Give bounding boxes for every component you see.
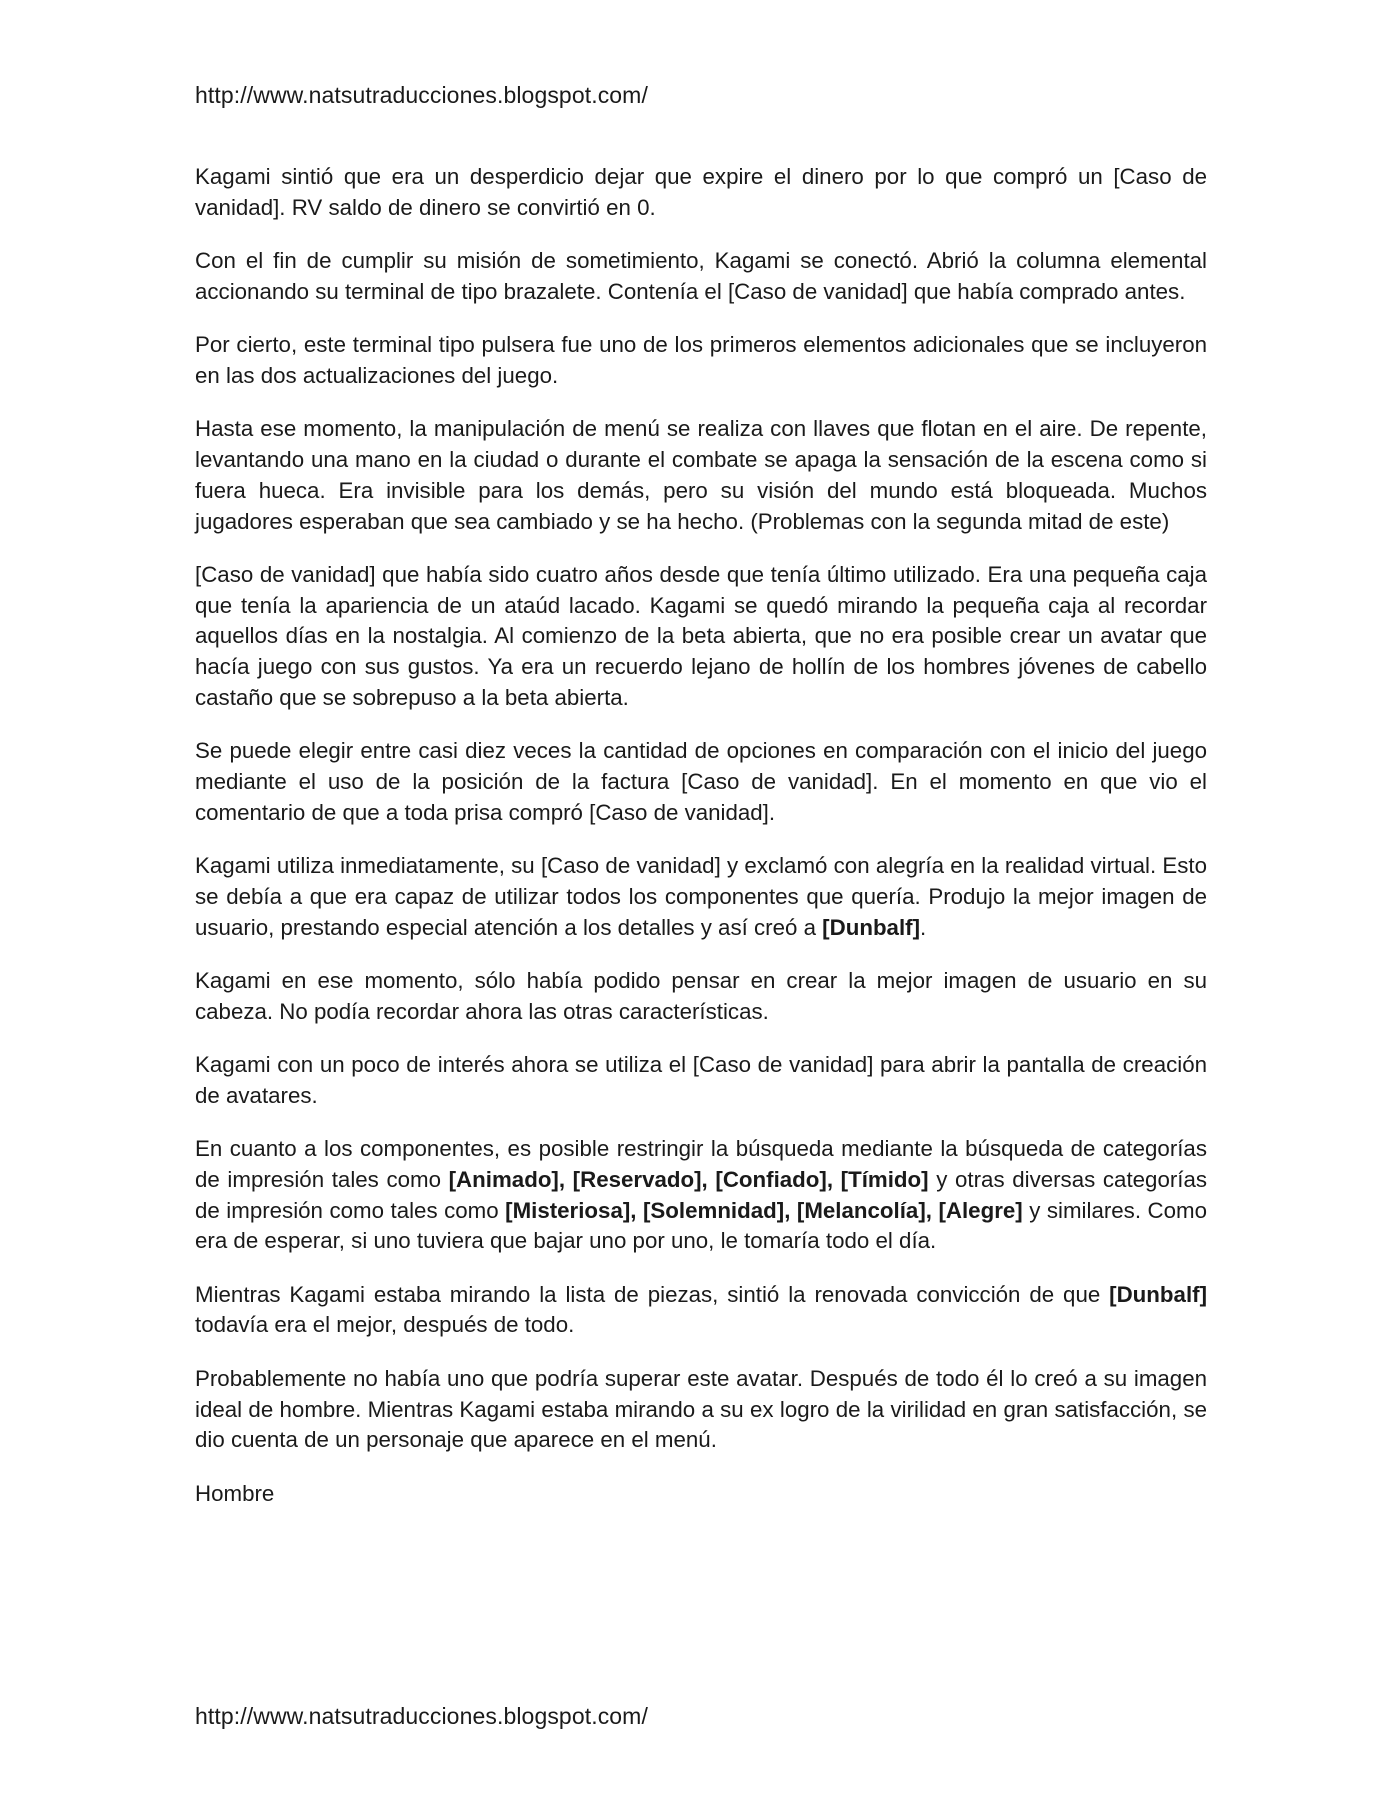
paragraph (195, 560, 1207, 714)
paragraph (195, 736, 1207, 828)
bold-text-run: [Misteriosa], [Solemnidad], [Melancolía], [Alegre] (505, 1197, 1023, 1223)
text-run: Se puede elegir entre casi diez veces la cantidad de opciones en comparación con el inicio del juego mediante el uso de la posición de la factura [Caso de vanidad]. En el momento en que vio el comentario de que a toda prisa compró [Caso de vanidad]. (195, 738, 1207, 825)
paragraph (195, 966, 1207, 1028)
text-run: En cuanto a los componentes, es posible restringir la búsqueda mediante la búsqueda de categorías de impresión tales como (195, 1136, 1207, 1192)
text-run: y similares. Como era de esperar, si uno tuviera que bajar uno por uno, le tomaría todo el día. (195, 1197, 1207, 1254)
text-run: Kagami utiliza inmediatamente, su [Caso de vanidad] y exclamó con alegría en la realidad virtual. Esto se debía a que era capaz de utilizar todos los componentes que quería. Produjo la mejor imagen de usuario, prestando especial atención a los detalles y así creó a (195, 853, 1207, 940)
header-url: http://www.natsutraducciones.blogspot.com/ (195, 82, 648, 108)
paragraph (195, 851, 1207, 943)
paragraph (195, 246, 1207, 308)
text-run: Mientras Kagami estaba mirando la lista de piezas, sintió la renovada convicción de que (195, 1281, 1110, 1307)
paragraph (195, 1364, 1207, 1456)
paragraph (195, 414, 1207, 537)
footer-url: http://www.natsutraducciones.blogspot.com/ (195, 1703, 648, 1729)
text-run: [Caso de vanidad] que había sido cuatro años desde que tenía último utilizado. Era una pequeña caja que tenía la apariencia de un ataúd lacado. Kagami se quedó mirando la pequeña caja al recordar aquellos días en la nostalgia. Al comienzo de la beta abierta, que no era posible crear un avatar que hacía juego con sus gustos. Ya era un recuerdo lejano de hollín de los hombres jóvenes de cabello castaño que se sobrepuso a la beta abierta. (195, 561, 1207, 710)
paragraph (195, 1280, 1207, 1342)
paragraph (195, 1050, 1207, 1112)
text-run: Kagami sintió que era un desperdicio dejar que expire el dinero por lo que compró un [Caso de vanidad]. RV saldo de dinero se convirtió en 0. (195, 164, 1207, 220)
text-run: Con el fin de cumplir su misión de sometimiento, Kagami se conectó. Abrió la columna elemental accionando su terminal de tipo brazalete. Contenía el [Caso de vanidad] que había comprado antes. (195, 248, 1207, 304)
bold-text-run: [Dunbalf] (822, 914, 921, 940)
text-run: Hasta ese momento, la manipulación de menú se realiza con llaves que flotan en el aire. De repente, levantando una mano en la ciudad o durante el combate se apaga la sensación de la escena como si fuera hueca. Era invisible para los demás, pero su visión del mundo está bloqueada. Muchos jugadores esperaban que sea cambiado y se ha hecho. (Problemas con la segunda mitad de este) (195, 416, 1207, 534)
text-run: Hombre (195, 1480, 275, 1506)
bold-text-run: [Animado], [Reservado], [Confiado], [Tímido] (448, 1166, 929, 1192)
paragraph (195, 162, 1207, 224)
document-body (195, 162, 1207, 1532)
text-run: Kagami con un poco de interés ahora se utiliza el [Caso de vanidad] para abrir la pantalla de creación de avatares. (195, 1052, 1207, 1108)
text-run: . (920, 914, 927, 940)
text-run: todavía era el mejor, después de todo. (195, 1312, 575, 1338)
text-run: y otras diversas categorías de impresión como tales como (195, 1166, 1208, 1223)
text-run: Por cierto, este terminal tipo pulsera fue uno de los primeros elementos adicionales que se incluyeron en las dos actualizaciones del juego. (195, 332, 1207, 388)
text-run: Probablemente no había uno que podría superar este avatar. Después de todo él lo creó a su imagen ideal de hombre. Mientras Kagami estaba mirando a su ex logro de la virilidad en gran satisfacción, se dio cuenta de un personaje que aparece en el menú. (195, 1365, 1207, 1453)
text-run: Kagami en ese momento, sólo había podido pensar en crear la mejor imagen de usuario en su cabeza. No podía recordar ahora las otras características. (195, 967, 1207, 1024)
paragraph (195, 1479, 1207, 1510)
paragraph (195, 330, 1207, 392)
bold-text-run: [Dunbalf] (1109, 1281, 1207, 1307)
paragraph (195, 1134, 1207, 1257)
